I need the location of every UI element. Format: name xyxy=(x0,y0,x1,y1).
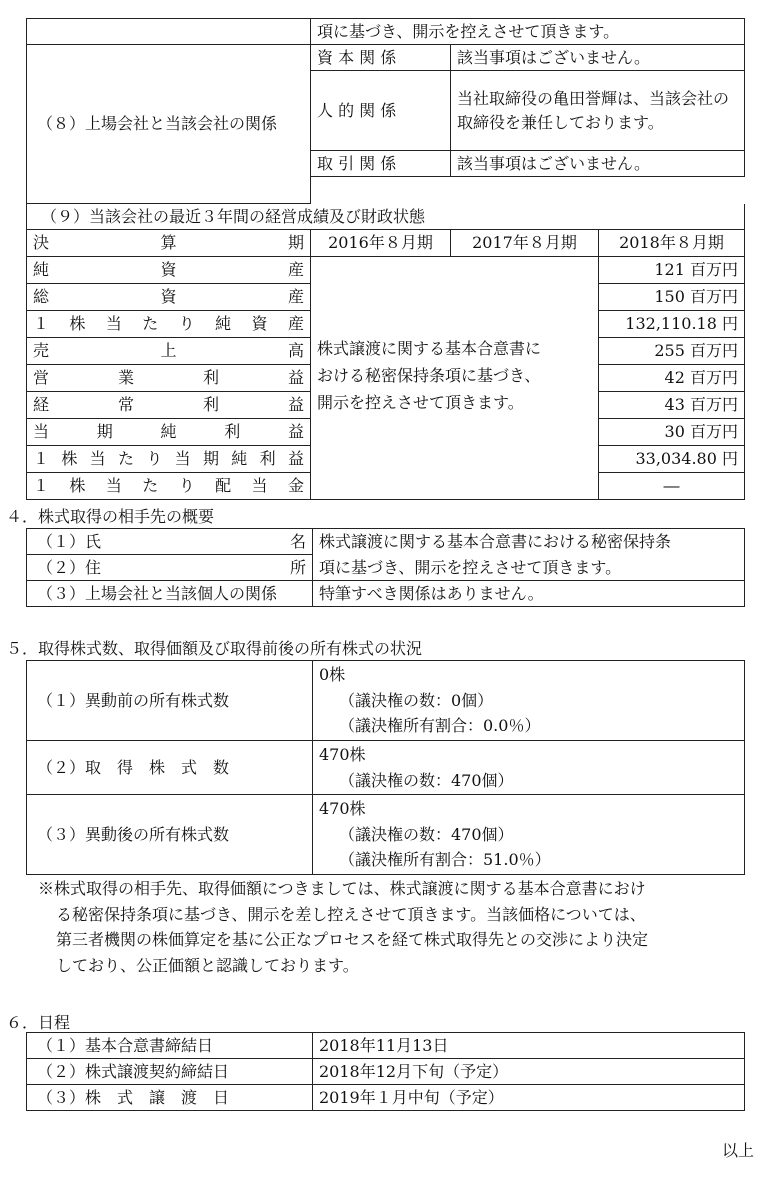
relation-value: 該当事項はございません。 xyxy=(451,151,745,177)
fin-header-label: 決 算 期 xyxy=(27,230,311,257)
relation-type: 取 引 関 係 xyxy=(311,151,451,177)
relation-type: 資 本 関 係 xyxy=(311,45,451,71)
section4-heading: ４．株式取得の相手先の概要 xyxy=(6,507,215,526)
schedule-label: （１）基本合意書締結日 xyxy=(27,1033,313,1059)
closing-text: 以上 xyxy=(721,1141,754,1160)
schedule-table xyxy=(26,1032,745,1111)
schedule-date: 2018年12月下旬（予定） xyxy=(313,1059,745,1085)
counterparty-confidential: 株式譲渡に関する基本合意書における秘密保持条 項に基づき、開示を控えさせて頂きます。 xyxy=(313,529,745,581)
fin-value: 30 百万円 xyxy=(599,419,745,446)
relation-type: 人 的 関 係 xyxy=(311,71,451,151)
blank-cell xyxy=(27,19,311,45)
fin-row-label: 売 上 高 xyxy=(27,338,311,365)
company-info-table xyxy=(26,18,745,500)
fin-value: 255 百万円 xyxy=(599,338,745,365)
relation-label: （８）上場会社と当該会社の関係 xyxy=(27,45,311,204)
counterparty-relation-label: （３）上場会社と当該個人の関係 xyxy=(27,581,313,607)
fin-value: 132,110.18 円 xyxy=(599,311,745,338)
fin-row-label: 当 期 純 利 益 xyxy=(27,419,311,446)
fin-value: 150 百万円 xyxy=(599,284,745,311)
fin-row-label: １ 株 当 た り 配 当 金 xyxy=(27,473,311,500)
confidential-cont: 項に基づき、開示を控えさせて頂きます。 xyxy=(311,19,745,45)
shares-note: ※株式取得の相手先、取得価額につきましては、株式譲渡に関する基本合意書におけ る秘密保持条項に基づき、開示を差し控えさせて頂きます。当該価格については、 第三者機関の株価算定を基に公正なプロセスを経て株式取得先との交渉により決定 しており、公正価額と認識しております。 xyxy=(38,879,649,975)
shares-label: （２）取 得 株 式 数 xyxy=(27,741,313,795)
shares-label: （３）異動後の所有株式数 xyxy=(27,795,313,875)
shares-value: 470株 （議決権の数：470個） （議決権所有割合：51.0％） xyxy=(313,795,745,875)
counterparty-table xyxy=(26,528,745,607)
counterparty-name-label: （１）氏 名 xyxy=(27,529,313,555)
fin-period: 2018年８月期 xyxy=(599,230,745,257)
fin-value: 43 百万円 xyxy=(599,392,745,419)
schedule-label: （２）株式譲渡契約締結日 xyxy=(27,1059,313,1085)
relation-value: 当社取締役の亀田誉輝は、当該会社の取締役を兼任しております。 xyxy=(451,71,745,151)
schedule-label: （３）株 式 譲 渡 日 xyxy=(27,1085,313,1111)
shares-table xyxy=(26,660,745,875)
shares-value: 470株 （議決権の数：470個） xyxy=(313,741,745,795)
fin-value: 33,034.80 円 xyxy=(599,446,745,473)
fin-row-label: 純 資 産 xyxy=(27,257,311,284)
fin-value: ― xyxy=(599,473,745,500)
fin-row-label: 経 常 利 益 xyxy=(27,392,311,419)
fin-row-label: １ 株 当 た り 当 期 純 利 益 xyxy=(27,446,311,473)
shares-value: 0株 （議決権の数：0個） （議決権所有割合：0.0％） xyxy=(313,661,745,741)
shares-label: （１）異動前の所有株式数 xyxy=(27,661,313,741)
section6-heading: ６．日程 xyxy=(6,1013,71,1032)
fin-row-label: 総 資 産 xyxy=(27,284,311,311)
relation-value: 該当事項はございません。 xyxy=(451,45,745,71)
fin-confidential-note: 株式譲渡に関する基本合意書に おける秘密保持条項に基づき、 開示を控えさせて頂きます。 xyxy=(311,257,599,500)
counterparty-relation-value: 特筆すべき関係はありません。 xyxy=(313,581,745,607)
schedule-date: 2019年１月中旬（予定） xyxy=(313,1085,745,1111)
fin-row-label: 営 業 利 益 xyxy=(27,365,311,392)
counterparty-address-label: （２）住 所 xyxy=(27,555,313,581)
section5-heading: ５．取得株式数、取得価額及び取得前後の所有株式の状況 xyxy=(6,639,423,658)
section9-title: （９）当該会社の最近３年間の経営成績及び財政状態 xyxy=(27,204,745,230)
fin-period: 2017年８月期 xyxy=(451,230,599,257)
schedule-date: 2018年11月13日 xyxy=(313,1033,745,1059)
fin-value: 42 百万円 xyxy=(599,365,745,392)
fin-value: 121 百万円 xyxy=(599,257,745,284)
fin-row-label: １ 株 当 た り 純 資 産 xyxy=(27,311,311,338)
fin-period: 2016年８月期 xyxy=(311,230,451,257)
